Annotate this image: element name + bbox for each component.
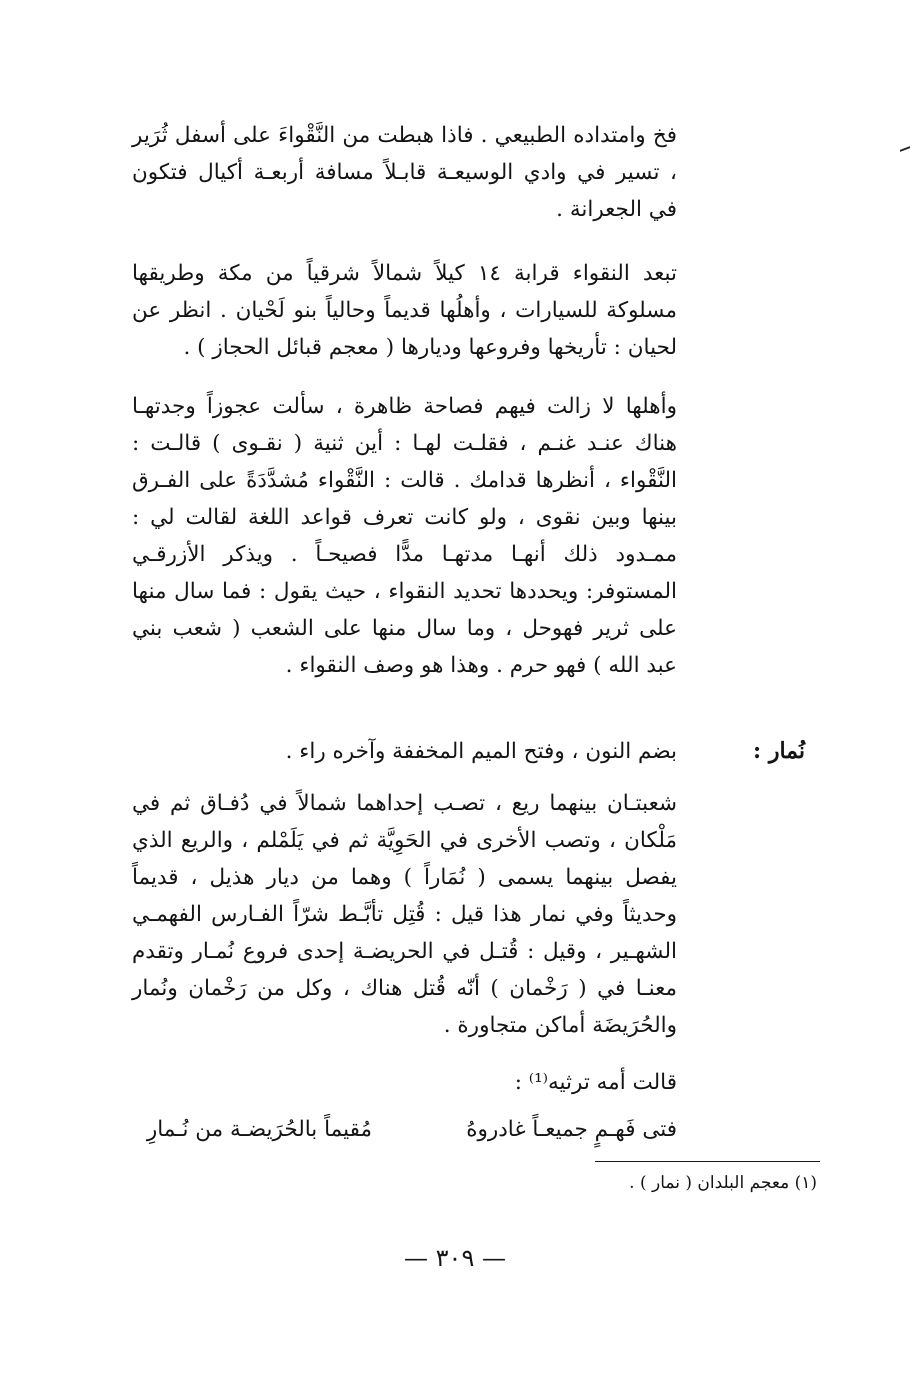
paragraph-5: شعبتـان بينهما ريع ، تصـب إحداهما شمالاً في دُفـاق ثم في مَلْكان ، وتصب الأخرى في الحَوِيَّة ثم في يَلَمْلم ، والريع الذي يفصل بينهما يسمى ( نُمَاراً ) وهما من ديار هذيل ، قديماً وحديثاً وفي نمار هذا قيل : قُتِل تأبَّـط شرّاً الفـارس الفهمـي الشهـير ، وقيل : قُتـل في الحريضـة إحدى فروع نُمـار وتقدم معنـا في ( رَخْمان ) أنّه قُتل هناك ، وكل من رَخْمان ونُمار والحُرَيضَة أماكن متجاورة . bbox=[132, 791, 677, 1038]
footnote-divider bbox=[595, 1161, 820, 1162]
scan-edge-mark bbox=[900, 146, 910, 162]
verse-intro: قالت أمه ترثيه⁽¹⁾ : bbox=[514, 1070, 677, 1095]
entry-headword: نُمار : bbox=[753, 738, 805, 764]
poem-verse bbox=[117, 1110, 677, 1150]
paragraph-2: تبعد النقواء قرابة ١٤ كيلاً شمالاً شرقياً من مكة وطريقها مسلوكة للسيارات ، وأهلُها قديماً وحالياً بنو لَحْيان . انظر عن لحيان : تأريخها وفروعها وديارها ( معجم قبائل الحجاز ) . bbox=[132, 261, 677, 360]
paragraph-1: فخ وامتداده الطبيعي . فاذا هبطت من النَّقْواءَ على أسفل ثُرَير ، تسير في وادي الوسيعـة قابـلاً مسافة أربعـة أكيال فتكون في الجعرانة . bbox=[132, 123, 677, 222]
page-number: — ٣٠٩ — bbox=[404, 1244, 506, 1272]
entry-pronunciation: بضم النون ، وفتح الميم المخففة وآخره راء . bbox=[285, 739, 677, 764]
first-hemistich: فتى فَهـمٍ جميعـاً غادروهُ bbox=[466, 1117, 677, 1142]
footnote: (١) معجم البلدان ( نمار ) . bbox=[629, 1173, 817, 1193]
second-hemistich: مُقيماً بالحُرَيضـة من نُـمارِ bbox=[146, 1117, 372, 1142]
paragraph-3: وأهلها لا زالت فيهم فصاحة ظاهرة ، سألت عجوزاً وجدتهـا هناك عنـد غنـم ، فقلـت لهـا : أين ثنية ( نقـوى ) قالـت : النَّقْواء ، أنظرها قدامك . قالت : النَّقْواء مُشدَّدَةً على الفـرق بينها وبين نقوى ، ولو كانت تعرف قواعد اللغة لقالت لي : ممـدود ذلك أنهـا مدتهـا مدًّا فصيحـاً . ويذكر الأزرقـي المستوفر: ويحددها تحديد النقواء ، حيث يقول : فما سال منها على ثرير فهوحل ، وما سال منها على الشعب ( شعب بني عبد الله ) فهو حرم . وهذا هو وصف النقواء . bbox=[132, 394, 677, 678]
